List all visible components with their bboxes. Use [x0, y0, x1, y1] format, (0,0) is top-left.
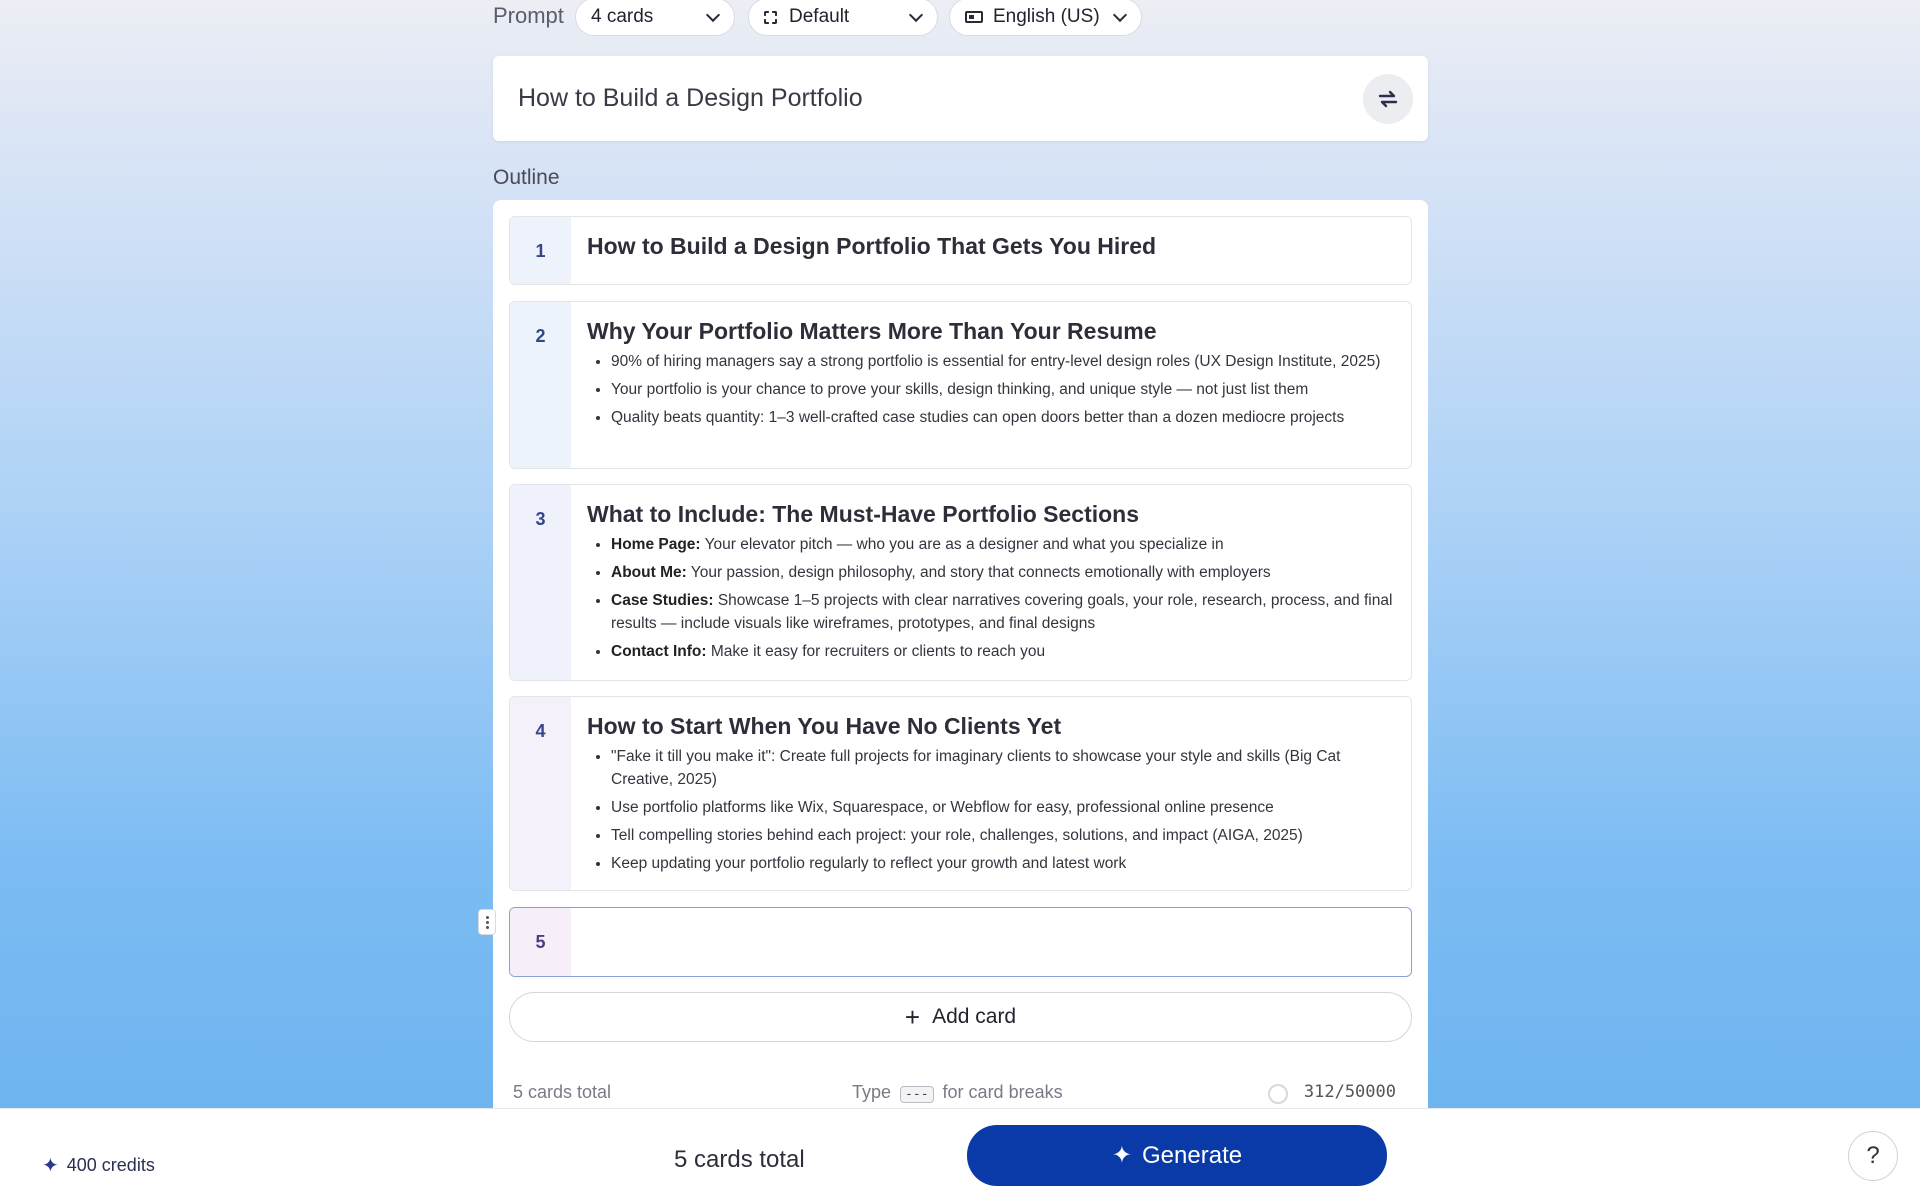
card-title[interactable]: What to Include: The Must-Have Portfolio Sections — [587, 501, 1140, 527]
frame-icon — [764, 11, 777, 24]
card-title[interactable]: How to Start When You Have No Clients Yet — [587, 713, 1062, 739]
theme-value: Default — [789, 6, 850, 27]
card-break-key: --- — [900, 1086, 933, 1103]
outline-card[interactable] — [509, 301, 1412, 469]
card-title[interactable]: How to Build a Design Portfolio That Gets You Hired — [587, 233, 1157, 259]
bullet-item[interactable]: • Home Page: Your elevator pitch — who you are as a designer and what you specialize in — [611, 533, 1393, 556]
generate-button[interactable] — [967, 1125, 1387, 1186]
help-icon: ? — [1866, 1142, 1880, 1169]
card-content[interactable] — [587, 499, 1393, 668]
bullet-item[interactable]: • Use portfolio platforms like Wix, Squarespace, or Webflow for easy, professional online presence — [611, 796, 1393, 819]
add-card-label: Add card — [932, 1005, 1017, 1028]
outline-heading: Outline — [493, 166, 560, 189]
card-content[interactable] — [587, 231, 1393, 261]
chevron-down-icon — [909, 8, 923, 22]
bullet-item[interactable]: • About Me: Your passion, design philosophy, and story that connects emotionally with employers — [611, 561, 1393, 584]
bullet-item[interactable]: • 90% of hiring managers say a strong portfolio is essential for entry-level design roles (UX Design Institute, 2025) — [611, 350, 1393, 373]
shuffle-prompt-button[interactable] — [1363, 74, 1413, 124]
credits-text: 400 credits — [66, 1155, 155, 1175]
sparkle-icon: ✦ — [42, 1155, 59, 1177]
card-content[interactable] — [587, 711, 1393, 880]
card-number: 3 — [510, 485, 571, 680]
card-bullets — [587, 745, 1393, 875]
chevron-down-icon — [1113, 8, 1127, 22]
card-break-hint: Type --- for card breaks — [852, 1082, 1063, 1102]
bullet-item[interactable]: • Tell compelling stories behind each project: your role, challenges, solutions, and impact (AIGA, 2025) — [611, 824, 1393, 847]
card-count-select[interactable] — [575, 0, 735, 36]
cards-total-summary: 5 cards total — [674, 1146, 805, 1173]
help-button[interactable] — [1848, 1131, 1898, 1181]
bottom-bar — [0, 1108, 1920, 1200]
sparkle-icon: ✦ — [1111, 1142, 1133, 1169]
outline-card[interactable] — [509, 216, 1412, 285]
card-number: 5 — [510, 908, 571, 976]
language-icon — [965, 11, 983, 23]
bullet-item[interactable]: • Contact Info: Make it easy for recruiters or clients to reach you — [611, 640, 1393, 663]
bullet-item[interactable]: • Case Studies: Showcase 1–5 projects with clear narratives covering goals, your role, research, process, and final results — include visuals like wireframes, prototypes, and final designs — [611, 589, 1393, 635]
character-count: 312/50000 — [1303, 1082, 1396, 1102]
shuffle-icon — [1376, 87, 1400, 111]
outline-card[interactable] — [509, 696, 1412, 891]
theme-select[interactable] — [748, 0, 938, 36]
card-bullets — [587, 350, 1393, 429]
cards-total-text: 5 cards total — [513, 1082, 612, 1102]
bullet-item[interactable]: • Quality beats quantity: 1–3 well-crafted case studies can open doors better than a dozen mediocre projects — [611, 406, 1393, 429]
outline-card-active[interactable] — [509, 907, 1412, 977]
bullet-item[interactable]: • "Fake it till you make it": Create full projects for imaginary clients to showcase your style and skills (Big Cat Creative, 2025) — [611, 745, 1393, 791]
add-card-button[interactable] — [509, 992, 1412, 1042]
card-number: 4 — [510, 697, 571, 890]
language-value: English (US) — [993, 6, 1100, 27]
prompt-input-text[interactable]: How to Build a Design Portfolio — [518, 84, 863, 112]
progress-ring-icon — [1268, 1084, 1288, 1104]
card-number: 1 — [510, 217, 571, 284]
card-title[interactable]: Why Your Portfolio Matters More Than Your Resume — [587, 318, 1157, 344]
outline-panel — [493, 200, 1428, 1115]
chevron-down-icon — [706, 8, 720, 22]
card-number: 2 — [510, 302, 571, 468]
credits-indicator[interactable] — [42, 1153, 155, 1178]
bullet-item[interactable]: • Your portfolio is your chance to prove your skills, design thinking, and unique style — not just list them — [611, 378, 1393, 401]
language-select[interactable] — [949, 0, 1142, 36]
card-content[interactable] — [587, 316, 1393, 434]
bullet-item[interactable]: • Keep updating your portfolio regularly to reflect your growth and latest work — [611, 852, 1393, 875]
generate-label: Generate — [1142, 1141, 1243, 1169]
drag-handle[interactable] — [478, 909, 496, 935]
prompt-input-box[interactable] — [493, 56, 1428, 141]
plus-icon: + — [904, 1001, 921, 1032]
prompt-options-bar — [493, 0, 1428, 34]
outline-card[interactable] — [509, 484, 1412, 681]
card-count-value: 4 cards — [591, 6, 654, 27]
prompt-label: Prompt — [493, 3, 564, 28]
card-bullets — [587, 533, 1393, 663]
